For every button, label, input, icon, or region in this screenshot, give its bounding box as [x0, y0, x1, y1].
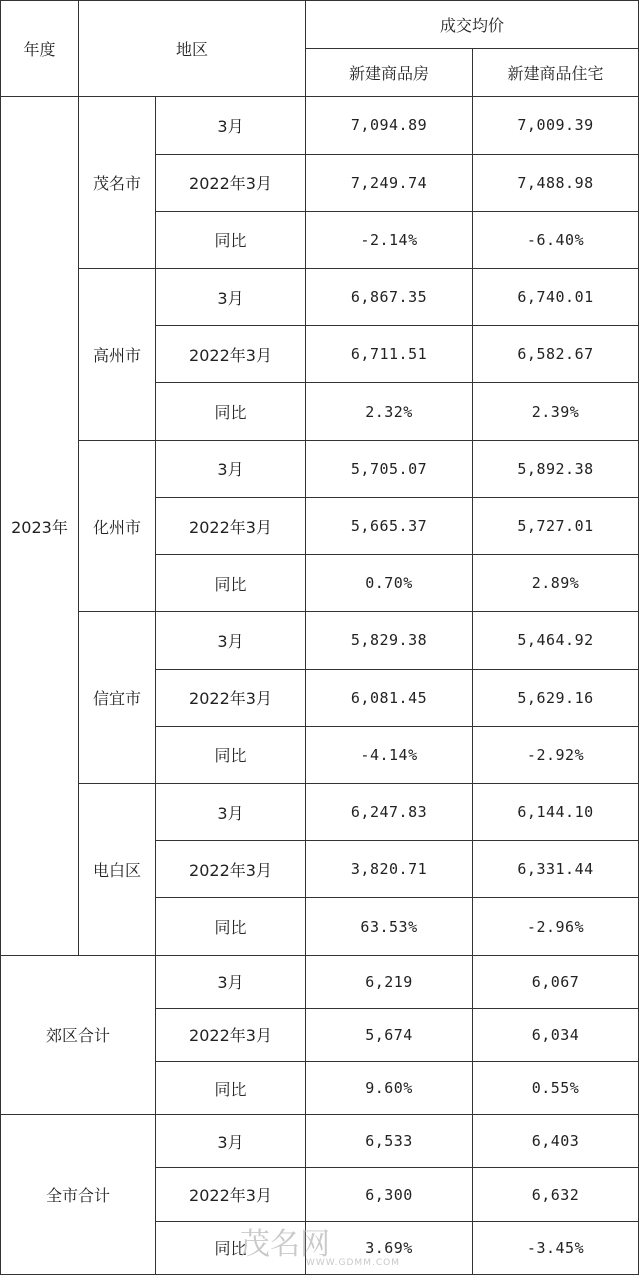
table-row — [1, 97, 639, 154]
residential-price-cell: 6,067 — [473, 955, 639, 1008]
period-cell: 3月 — [156, 1115, 306, 1168]
period-cell: 2022年3月 — [156, 841, 306, 898]
period-cell: 2022年3月 — [156, 669, 306, 726]
commercial-price-cell: 6,711.51 — [306, 326, 473, 383]
table-row — [1, 1115, 639, 1168]
period-cell: 2022年3月 — [156, 497, 306, 554]
residential-header: 新建商品住宅 — [473, 49, 639, 97]
residential-price-cell: 5,727.01 — [473, 497, 639, 554]
commercial-price-cell: 3,820.71 — [306, 841, 473, 898]
commercial-price-cell: 3.69% — [306, 1221, 473, 1274]
period-cell: 同比 — [156, 1221, 306, 1274]
commercial-price-cell: 9.60% — [306, 1062, 473, 1115]
commercial-price-cell: -4.14% — [306, 726, 473, 783]
table-row — [1, 784, 639, 841]
period-cell: 3月 — [156, 955, 306, 1008]
region-header: 地区 — [79, 1, 306, 97]
period-cell: 同比 — [156, 383, 306, 440]
period-cell: 同比 — [156, 555, 306, 612]
district-name: 茂名市 — [79, 97, 156, 269]
table-row — [1, 612, 639, 669]
year-cell: 2023年 — [1, 97, 79, 955]
residential-price-cell: 0.55% — [473, 1062, 639, 1115]
commercial-price-cell: 6,219 — [306, 955, 473, 1008]
period-cell: 3月 — [156, 784, 306, 841]
residential-price-cell: 5,892.38 — [473, 440, 639, 497]
price-header: 成交均价 — [306, 1, 639, 49]
residential-price-cell: 6,331.44 — [473, 841, 639, 898]
district-name: 化州市 — [79, 440, 156, 612]
residential-price-cell: 5,464.92 — [473, 612, 639, 669]
residential-price-cell: -6.40% — [473, 211, 639, 268]
commercial-price-cell: 5,705.07 — [306, 440, 473, 497]
period-cell: 同比 — [156, 1062, 306, 1115]
table-row — [1, 269, 639, 326]
residential-price-cell: 6,144.10 — [473, 784, 639, 841]
commercial-price-cell: 5,829.38 — [306, 612, 473, 669]
watermark-url: WWW.GDMM.COM — [306, 1258, 400, 1268]
residential-price-cell: 6,632 — [473, 1168, 639, 1221]
commercial-price-cell: 6,300 — [306, 1168, 473, 1221]
period-cell: 3月 — [156, 97, 306, 154]
commercial-price-cell: 7,094.89 — [306, 97, 473, 154]
residential-price-cell: 7,488.98 — [473, 154, 639, 211]
commercial-header: 新建商品房 — [306, 49, 473, 97]
district-name: 信宜市 — [79, 612, 156, 784]
residential-price-cell: 6,582.67 — [473, 326, 639, 383]
residential-price-cell: 6,034 — [473, 1008, 639, 1061]
period-cell: 2022年3月 — [156, 326, 306, 383]
district-name: 电白区 — [79, 784, 156, 956]
period-cell: 3月 — [156, 440, 306, 497]
residential-price-cell: 6,403 — [473, 1115, 639, 1168]
watermark-logo: 茂名网 — [240, 1227, 330, 1262]
period-cell: 同比 — [156, 898, 306, 955]
residential-price-cell: -2.96% — [473, 898, 639, 955]
commercial-price-cell: 5,674 — [306, 1008, 473, 1061]
residential-price-cell: -2.92% — [473, 726, 639, 783]
residential-price-cell: 6,740.01 — [473, 269, 639, 326]
period-cell: 同比 — [156, 211, 306, 268]
residential-price-cell: 5,629.16 — [473, 669, 639, 726]
residential-price-cell: 7,009.39 — [473, 97, 639, 154]
period-cell: 2022年3月 — [156, 1008, 306, 1061]
commercial-price-cell: 6,247.83 — [306, 784, 473, 841]
commercial-price-cell: 6,867.35 — [306, 269, 473, 326]
residential-price-cell: -3.45% — [473, 1221, 639, 1274]
commercial-price-cell: 7,249.74 — [306, 154, 473, 211]
commercial-price-cell: 6,533 — [306, 1115, 473, 1168]
period-cell: 2022年3月 — [156, 154, 306, 211]
residential-price-cell: 2.39% — [473, 383, 639, 440]
commercial-price-cell: 0.70% — [306, 555, 473, 612]
period-cell: 同比 — [156, 726, 306, 783]
total-name: 郊区合计 — [1, 955, 156, 1115]
commercial-price-cell: 63.53% — [306, 898, 473, 955]
table-row — [1, 955, 639, 1008]
commercial-price-cell: -2.14% — [306, 211, 473, 268]
year-header: 年度 — [1, 1, 79, 97]
commercial-price-cell: 6,081.45 — [306, 669, 473, 726]
commercial-price-cell: 5,665.37 — [306, 497, 473, 554]
period-cell: 3月 — [156, 612, 306, 669]
table-row — [1, 440, 639, 497]
period-cell: 3月 — [156, 269, 306, 326]
period-cell: 2022年3月 — [156, 1168, 306, 1221]
district-name: 高州市 — [79, 269, 156, 441]
residential-price-cell: 2.89% — [473, 555, 639, 612]
commercial-price-cell: 2.32% — [306, 383, 473, 440]
total-name: 全市合计 — [1, 1115, 156, 1275]
